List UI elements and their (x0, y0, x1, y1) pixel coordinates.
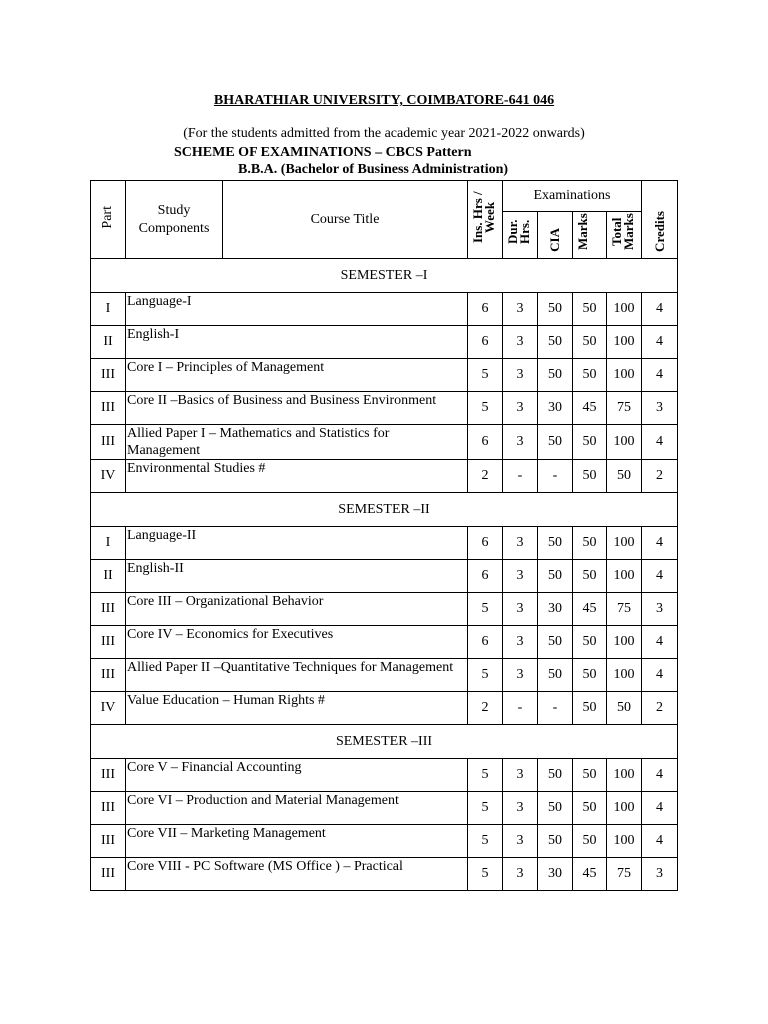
cia-cell: 30 (538, 858, 573, 891)
part-cell: III (91, 593, 126, 626)
cia-cell: 30 (538, 593, 573, 626)
marks-cell: 50 (573, 659, 607, 692)
part-cell: III (91, 759, 126, 792)
credits-header: Credits (642, 181, 678, 259)
ins-hrs-cell: 5 (468, 759, 503, 792)
course-title-cell: Core IV – Economics for Executives (126, 626, 468, 659)
ins-hrs-cell: 5 (468, 359, 503, 392)
part-cell: I (91, 293, 126, 326)
table-row (91, 792, 678, 825)
credits-cell: 4 (642, 759, 678, 792)
course-title-cell: Core I – Principles of Management (126, 359, 468, 392)
ins-hrs-cell: 5 (468, 392, 503, 425)
total-marks-cell: 100 (607, 326, 642, 359)
dur-hrs-cell: 3 (503, 293, 538, 326)
total-marks-cell: 100 (607, 359, 642, 392)
ins-hrs-cell: 6 (468, 626, 503, 659)
cia-header: CIA (538, 212, 573, 259)
course-title-cell: Core III – Organizational Behavior (126, 593, 468, 626)
course-title-cell: English-I (126, 326, 468, 359)
marks-cell: 50 (573, 527, 607, 560)
table-row (91, 692, 678, 725)
dur-hrs-header: Dur. Hrs. (503, 212, 538, 259)
credits-cell: 4 (642, 825, 678, 858)
marks-cell: 50 (573, 759, 607, 792)
course-title-cell: English-II (126, 560, 468, 593)
marks-cell: 50 (573, 425, 607, 460)
marks-cell: 50 (573, 825, 607, 858)
total-marks-header: Total Marks (607, 212, 642, 259)
dur-hrs-cell: - (503, 460, 538, 493)
cia-cell: 50 (538, 759, 573, 792)
ins-hrs-cell: 6 (468, 293, 503, 326)
table-row (91, 425, 678, 460)
cia-cell: 50 (538, 425, 573, 460)
cia-cell: 50 (538, 527, 573, 560)
table-row (91, 460, 678, 493)
total-marks-cell: 100 (607, 825, 642, 858)
cia-cell: - (538, 460, 573, 493)
course-title-cell: Core V – Financial Accounting (126, 759, 468, 792)
total-marks-cell: 75 (607, 593, 642, 626)
admitted-note: (For the students admitted from the academic year 2021-2022 onwards) (183, 126, 585, 141)
cia-cell: 50 (538, 825, 573, 858)
ins-hrs-cell: 5 (468, 593, 503, 626)
credits-cell: 2 (642, 692, 678, 725)
total-marks-cell: 100 (607, 792, 642, 825)
dur-hrs-cell: 3 (503, 392, 538, 425)
credits-cell: 4 (642, 527, 678, 560)
table-row (91, 326, 678, 359)
ins-hrs-cell: 2 (468, 692, 503, 725)
ins-hrs-cell: 5 (468, 659, 503, 692)
part-cell: III (91, 825, 126, 858)
credits-cell: 4 (642, 659, 678, 692)
dur-hrs-cell: 3 (503, 858, 538, 891)
degree-heading: B.B.A. (Bachelor of Business Administration) (238, 162, 509, 177)
credits-cell: 4 (642, 359, 678, 392)
cia-cell: 50 (538, 659, 573, 692)
semester-row (91, 493, 678, 527)
table-row (91, 626, 678, 659)
credits-cell: 3 (642, 593, 678, 626)
marks-cell: 45 (573, 858, 607, 891)
marks-cell: 50 (573, 792, 607, 825)
total-marks-cell: 100 (607, 626, 642, 659)
part-cell: IV (91, 692, 126, 725)
credits-cell: 4 (642, 425, 678, 460)
total-marks-cell: 75 (607, 858, 642, 891)
credits-cell: 4 (642, 626, 678, 659)
ins-hrs-cell: 6 (468, 326, 503, 359)
credits-cell: 4 (642, 326, 678, 359)
cia-cell: 50 (538, 792, 573, 825)
course-title-cell: Core VI – Production and Material Management (126, 792, 468, 825)
ins-hrs-cell: 5 (468, 858, 503, 891)
total-marks-cell: 100 (607, 659, 642, 692)
semester-row (91, 259, 678, 293)
course-title-cell: Core VIII - PC Software (MS Office ) – Practical (126, 858, 468, 891)
credits-cell: 4 (642, 560, 678, 593)
part-cell: III (91, 858, 126, 891)
part-cell: III (91, 359, 126, 392)
marks-cell: 50 (573, 359, 607, 392)
semester-label: SEMESTER –III (91, 725, 678, 759)
cia-cell: 50 (538, 326, 573, 359)
table-row (91, 759, 678, 792)
dur-hrs-cell: 3 (503, 659, 538, 692)
credits-cell: 4 (642, 792, 678, 825)
total-marks-cell: 50 (607, 460, 642, 493)
ins-hrs-cell: 2 (468, 460, 503, 493)
course-title-cell: Value Education – Human Rights # (126, 692, 468, 725)
course-title-cell: Environmental Studies # (126, 460, 468, 493)
marks-cell: 45 (573, 392, 607, 425)
part-header: Part (91, 181, 126, 259)
part-cell: III (91, 659, 126, 692)
part-cell: III (91, 425, 126, 460)
part-cell: III (91, 392, 126, 425)
ins-hrs-cell: 5 (468, 825, 503, 858)
dur-hrs-cell: 3 (503, 626, 538, 659)
total-marks-cell: 100 (607, 527, 642, 560)
marks-cell: 50 (573, 460, 607, 493)
dur-hrs-cell: 3 (503, 425, 538, 460)
total-marks-cell: 100 (607, 425, 642, 460)
cia-cell: 50 (538, 293, 573, 326)
part-cell: IV (91, 460, 126, 493)
credits-cell: 3 (642, 392, 678, 425)
scheme-heading: SCHEME OF EXAMINATIONS – CBCS Pattern (174, 145, 472, 160)
course-title-cell: Core VII – Marketing Management (126, 825, 468, 858)
semester-label: SEMESTER –II (91, 493, 678, 527)
table-row (91, 527, 678, 560)
dur-hrs-cell: 3 (503, 593, 538, 626)
table-row (91, 293, 678, 326)
part-cell: III (91, 626, 126, 659)
ins-hrs-cell: 6 (468, 560, 503, 593)
ins-hrs-cell: 5 (468, 792, 503, 825)
course-title-cell: Language-I (126, 293, 468, 326)
table-row (91, 825, 678, 858)
semester-row (91, 725, 678, 759)
total-marks-cell: 75 (607, 392, 642, 425)
marks-cell: 45 (573, 593, 607, 626)
dur-hrs-cell: 3 (503, 359, 538, 392)
credits-cell: 2 (642, 460, 678, 493)
course-title-cell: Allied Paper II –Quantitative Techniques for Management (126, 659, 468, 692)
cia-cell: 50 (538, 626, 573, 659)
course-title-cell: Core II –Basics of Business and Business Environment (126, 392, 468, 425)
dur-hrs-cell: 3 (503, 825, 538, 858)
credits-cell: 3 (642, 858, 678, 891)
course-title-header: Course Title (223, 181, 468, 259)
marks-header: Marks (573, 212, 607, 259)
table-row (91, 392, 678, 425)
total-marks-cell: 100 (607, 560, 642, 593)
credits-cell: 4 (642, 293, 678, 326)
table-row (91, 858, 678, 891)
dur-hrs-cell: 3 (503, 527, 538, 560)
course-title-cell: Language-II (126, 527, 468, 560)
examinations-header: Examinations (503, 181, 642, 212)
dur-hrs-cell: 3 (503, 560, 538, 593)
marks-cell: 50 (573, 692, 607, 725)
course-title-cell: Allied Paper I – Mathematics and Statistics for Management (126, 425, 468, 460)
cia-cell: 50 (538, 560, 573, 593)
dur-hrs-cell: 3 (503, 792, 538, 825)
semester-label: SEMESTER –I (91, 259, 678, 293)
part-cell: I (91, 527, 126, 560)
dur-hrs-cell: 3 (503, 759, 538, 792)
ins-hrs-cell: 6 (468, 425, 503, 460)
scheme-table (90, 180, 678, 891)
dur-hrs-cell: - (503, 692, 538, 725)
total-marks-cell: 50 (607, 692, 642, 725)
marks-cell: 50 (573, 626, 607, 659)
table-row (91, 560, 678, 593)
table-row (91, 659, 678, 692)
table-row (91, 593, 678, 626)
total-marks-cell: 100 (607, 293, 642, 326)
table-row (91, 359, 678, 392)
cia-cell: - (538, 692, 573, 725)
marks-cell: 50 (573, 293, 607, 326)
cia-cell: 30 (538, 392, 573, 425)
cia-cell: 50 (538, 359, 573, 392)
marks-cell: 50 (573, 560, 607, 593)
university-title: BHARATHIAR UNIVERSITY, COIMBATORE-641 046 (213, 93, 555, 108)
ins-hrs-cell: 6 (468, 527, 503, 560)
dur-hrs-cell: 3 (503, 326, 538, 359)
part-cell: II (91, 560, 126, 593)
total-marks-cell: 100 (607, 759, 642, 792)
part-cell: III (91, 792, 126, 825)
part-cell: II (91, 326, 126, 359)
ins-hrs-header: Ins. Hrs / Week (468, 181, 503, 259)
study-components-header: Study Components (126, 181, 223, 259)
marks-cell: 50 (573, 326, 607, 359)
